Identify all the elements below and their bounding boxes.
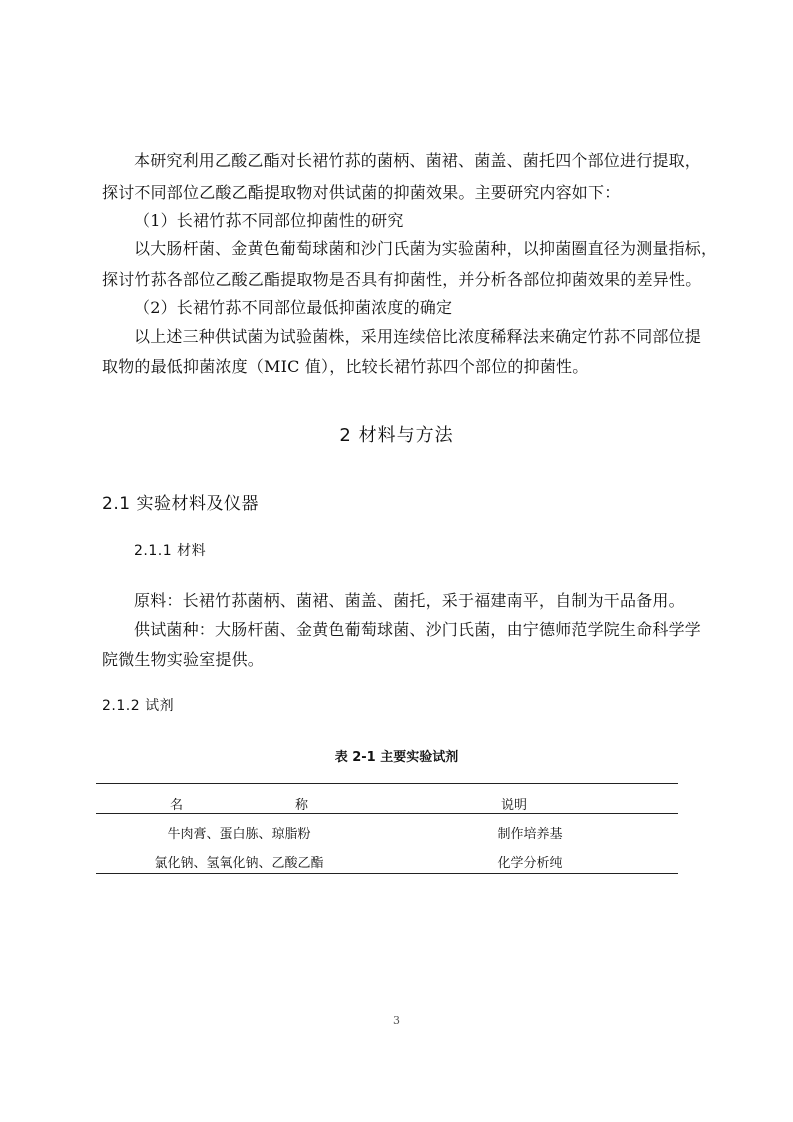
subsection-title-2-1-1: 2.1.1 材料 bbox=[134, 543, 207, 559]
table-row-2-name: 氯化钠、氢氧化钠、乙酸乙酯 bbox=[154, 856, 324, 871]
table-top-rule bbox=[96, 783, 678, 784]
table-header-name-b: 称 bbox=[295, 798, 309, 813]
chapter-title: 2 材料与方法 bbox=[339, 425, 454, 446]
research-item-2-title: （2）长裙竹荪不同部位最低抑菌浓度的确定 bbox=[134, 298, 453, 317]
research-item-1-title: （1）长裙竹荪不同部位抑菌性的研究 bbox=[134, 211, 404, 230]
table-bottom-rule bbox=[96, 873, 678, 874]
strain-line-2: 院微生物实验室提供。 bbox=[102, 650, 265, 669]
table-row-1-name: 牛肉膏、蛋白胨、琼脂粉 bbox=[167, 827, 311, 842]
research-item-2-line-1: 以上述三种供试菌为试验菌株，采用连续倍比浓度稀释法来确定竹荪不同部位提 bbox=[134, 327, 702, 346]
strain-line-1: 供试菌种：大肠杆菌、金黄色葡萄球菌、沙门氏菌，由宁德师范学院生命科学学 bbox=[134, 620, 702, 639]
table-header-name-a: 名 bbox=[170, 798, 184, 813]
intro-line-2: 探讨不同部位乙酸乙酯提取物对供试菌的抑菌效果。主要研究内容如下： bbox=[102, 183, 621, 202]
research-item-2-line-2: 取物的最低抑菌浓度（MIC 值），比较长裙竹荪四个部位的抑菌性。 bbox=[102, 357, 589, 376]
research-item-1-line-2: 探讨竹荪各部位乙酸乙酯提取物是否具有抑菌性，并分析各部位抑菌效果的差异性。 bbox=[102, 270, 702, 289]
section-title-2-1: 2.1 实验材料及仪器 bbox=[102, 494, 259, 514]
table-row-2-description: 化学分析纯 bbox=[497, 856, 563, 871]
raw-material-line: 原料：长裙竹荪菌柄、菌裙、菌盖、菌托，采于福建南平，自制为干品备用。 bbox=[134, 591, 685, 610]
table-caption: 表 2-1 主要实验试剂 bbox=[334, 750, 459, 765]
research-item-1-line-1: 以大肠杆菌、金黄色葡萄球菌和沙门氏菌为实验菌种，以抑菌圈直径为测量指标， bbox=[134, 239, 718, 258]
intro-line-1: 本研究利用乙酸乙酯对长裙竹荪的菌柄、菌裙、菌盖、菌托四个部位进行提取， bbox=[134, 151, 702, 170]
subsection-title-2-1-2: 2.1.2 试剂 bbox=[102, 698, 175, 714]
table-header-rule bbox=[96, 813, 678, 814]
table-header-description: 说明 bbox=[501, 798, 528, 813]
table-row-1-description: 制作培养基 bbox=[497, 827, 563, 842]
page-number: 3 bbox=[393, 1014, 400, 1027]
